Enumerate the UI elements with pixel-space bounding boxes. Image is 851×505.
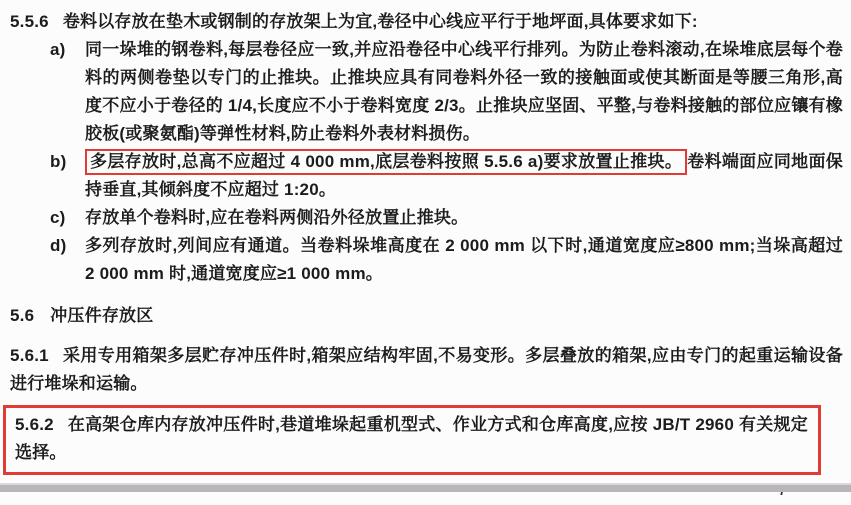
- list-item-a: [10, 36, 843, 148]
- clause-number: 5.6.1: [10, 346, 49, 365]
- item-label: c): [50, 208, 66, 227]
- list-item-d: [10, 232, 843, 288]
- item-text: 多列存放时,列间应有通道。当卷料垛堆高度在 2 000 mm 以下时,通道宽度应≥800 mm;当垛高超过 2 000 mm 时,通道宽度应≥1 000 mm。: [85, 236, 843, 283]
- clause-number: 5.6.2: [15, 415, 54, 434]
- clause-text: 采用专用箱架多层贮存冲压件时,箱架应结构牢固,不易变形。多层叠放的箱架,应由专门的起重运输设备进行堆垛和运输。: [10, 346, 843, 393]
- clause-5-5-6: [10, 8, 843, 36]
- item-label: d): [50, 236, 67, 255]
- clause-5-6-1: [10, 342, 843, 398]
- item-text: 同一垛堆的钢卷料,每层卷径应一致,并应沿卷径中心线平行排列。为防止卷料滚动,在垛堆底层每个卷料的两侧卷垫以专门的止推块。止推块应具有同卷料外径一致的接触面或使其断面是等腰三角形,高度不应小于卷径的 1/4,长度应不小于卷料宽度 2/3。止推块应坚固、平整,与卷料接触的部位应镶有橡胶板(或聚氨酯)等弹性材料,防止卷料外表材料损伤。: [85, 40, 843, 143]
- item-label: a): [50, 40, 66, 59]
- clause-text: 在高架仓库内存放冲压件时,巷道堆垛起重机型式、作业方式和仓库高度,应按 JB/T 2960 有关规定选择。: [15, 415, 808, 462]
- heading-title: 冲压件存放区: [50, 306, 154, 325]
- item-text: 卷料端面应同地面保持垂直,其倾斜度不应超过 1:20。: [85, 152, 843, 199]
- bottom-window-edge-bar: [0, 483, 851, 492]
- clause-number: 5.5.6: [10, 12, 49, 31]
- section-heading-5-6: [10, 302, 843, 330]
- red-highlight-box-inline: 多层存放时,总高不应超过 4 000 mm,底层卷料按照 5.5.6 a)要求放置止推块。: [85, 149, 687, 175]
- clause-5-5-6-items: [10, 36, 843, 288]
- item-label: b): [50, 152, 67, 171]
- item-text: 存放单个卷料时,应在卷料两侧沿外径放置止推块。: [85, 208, 469, 227]
- document-page: [10, 8, 843, 505]
- list-item-c: [10, 204, 843, 232]
- red-highlight-box-block-5-6-2: [3, 405, 821, 475]
- clause-text: 卷料以存放在垫木或钢制的存放架上为宜,卷径中心线应平行于地坪面,具体要求如下:: [62, 12, 698, 31]
- heading-number: 5.6: [10, 306, 35, 325]
- list-item-b: [10, 148, 843, 204]
